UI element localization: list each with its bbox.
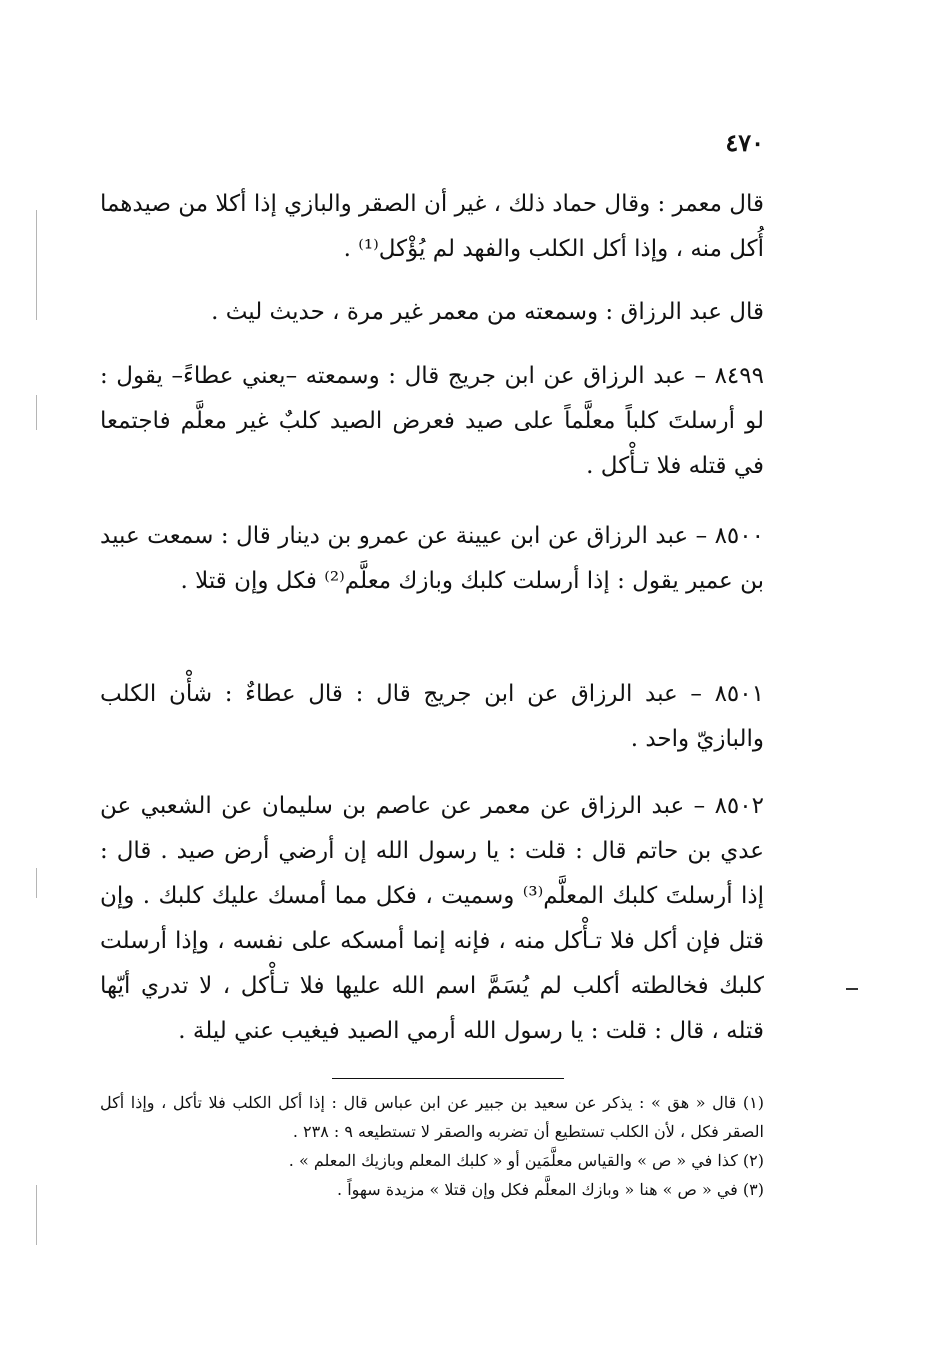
margin-scan-line	[36, 1185, 37, 1245]
footnote-3: (٣) في « ص » هنا « وبازك المعلَّم فكل وإن قتلا » مزيدة سهواً .	[337, 1180, 764, 1199]
paragraph-1-block	[100, 182, 764, 272]
hadith-8502: ٨٥٠٢ – عبد الرزاق عن معمر عن عاصم بن سليمان عن الشعبي عن عدي بن حاتم قال : قلت : يا رسول الله إن أرضي أرض صيد . قال : إذا أرسلتَ كلبك المعلَّم⁽³⁾ وسميت ، فكل مما أمسك عليك كلبك . وإن قتل فإن أكل فلا تـأْكل منه ، فإنه إنما أمسكه على نفسه ، وإذا أرسلت كلبك فخالطته أكلب لم يُسَمَّ اسم الله عليها فلا تـأْكل ، لا تدري أيّها قتله ، قال : قلت : يا رسول الله أرمي الصيد فيغيب عني ليلة .	[100, 793, 765, 1044]
footnotes	[100, 1088, 764, 1204]
margin-scan-line	[36, 210, 37, 320]
margin-scan-line	[36, 395, 37, 430]
document-page	[100, 0, 764, 1371]
hadith-8499: ٨٤٩٩ – عبد الرزاق عن ابن جريج قال : وسمعته –يعني عطاءً– يقول : لو أرسلتَ كلباً معلَّماً على صيد فعرض الصيد كلبٌ غير معلَّم فاجتمعا في قتله فلا تـأْكل .	[100, 363, 764, 479]
footnote-separator	[332, 1078, 564, 1079]
paragraph-mamar: قال معمر : وقال حماد ذلك ، غير أن الصقر والبازي إذا أكلا من صيدهما أُكل منه ، وإذا أكل الكلب والفهد لم يُؤْكل⁽¹⁾ .	[100, 191, 764, 262]
hadith-8501: ٨٥٠١ – عبد الرزاق عن ابن جريج قال : قال عطاءٌ : شأْن الكلب والبازيّ واحد .	[100, 681, 764, 752]
paragraph-8500-block	[100, 514, 764, 604]
margin-scan-mark	[846, 988, 858, 990]
paragraph-8499-block	[100, 354, 764, 489]
paragraph-abdulrazzaq-note: قال عبد الرزاق : وسمعته من معمر غير مرة ، حديث ليث .	[211, 299, 764, 325]
footnote-1: (١) قال « هق » : يذكر عن سعيد بن جبير عن ابن عباس قال : إذا أكل الكلب فلا تأكل ، وإذا أكل الصقر فكل ، لأن الكلب تستطيع أن تضربه والصقر لا تستطيعه ٩ : ٢٣٨ .	[100, 1093, 764, 1141]
page-number: ٤٧٠	[725, 128, 764, 157]
hadith-8500: ٨٥٠٠ – عبد الرزاق عن ابن عيينة عن عمرو بن دينار قال : سمعت عبيد بن عمير يقول : إذا أرسلت كلبك وبازك معلَّم⁽²⁾ فكل وإن قتلا .	[100, 523, 764, 594]
paragraph-2-block	[100, 290, 764, 335]
margin-scan-line	[36, 868, 37, 898]
paragraph-8502-block	[100, 784, 764, 1054]
paragraph-8501-block	[100, 672, 764, 762]
footnote-2: (٢) كذا في « ص » والقياس معلَّمَين أو « كلبك المعلم وبازيك المعلم » .	[288, 1151, 764, 1170]
